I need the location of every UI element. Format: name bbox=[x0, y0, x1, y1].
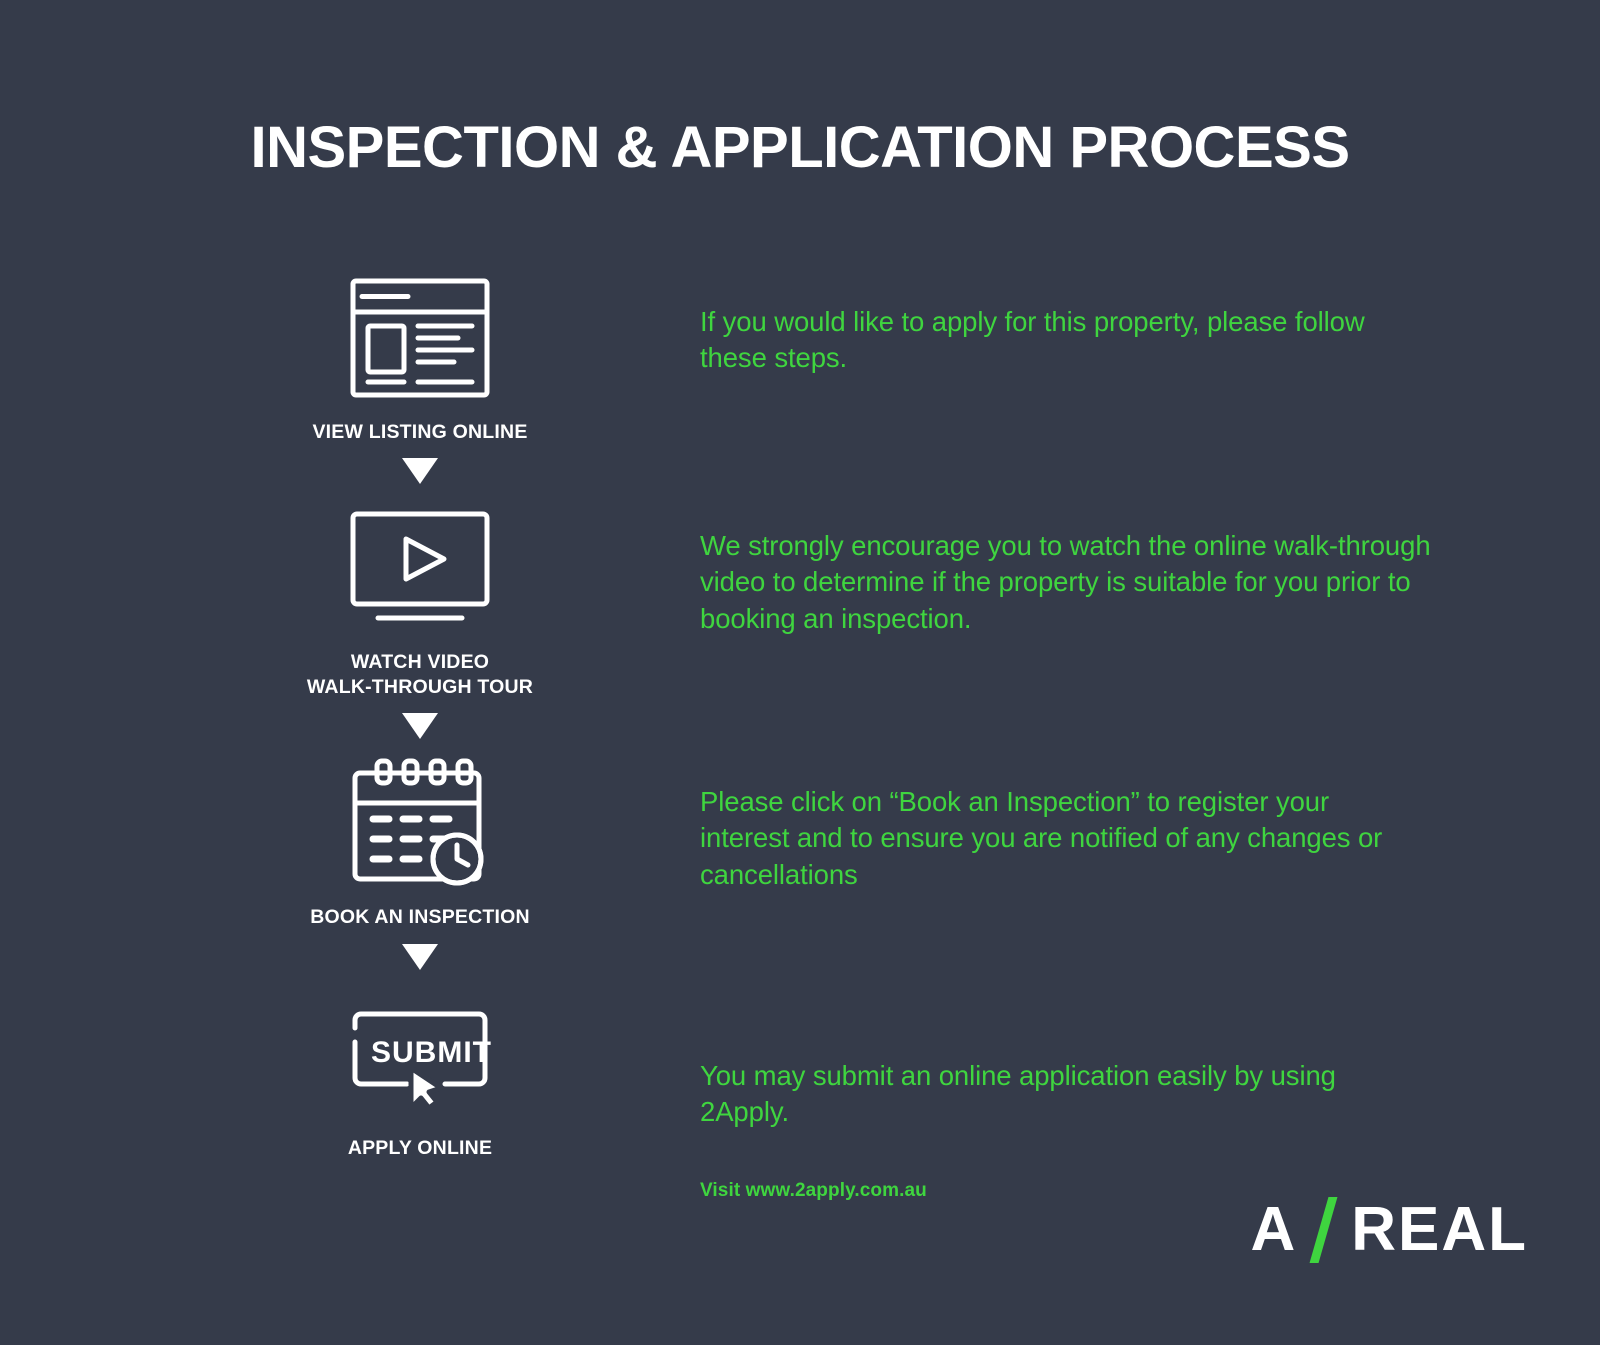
step-book-inspection bbox=[260, 753, 580, 929]
step-label-apply-online: APPLY ONLINE bbox=[347, 1136, 493, 1159]
description-intro: If you would like to apply for this property, please follow these steps. bbox=[700, 306, 1365, 374]
step-label-view-listing: VIEW LISTING ONLINE bbox=[312, 421, 528, 443]
page-title: INSPECTION & APPLICATION PROCESS bbox=[250, 115, 1350, 180]
calendar-clock-icon bbox=[260, 753, 580, 893]
arrow-down-icon-1 bbox=[260, 444, 580, 498]
description-video: We strongly encourage you to watch the online walk-through video to determine if the property is suitable for you prior to booking an inspection. bbox=[700, 530, 1431, 634]
description-apply: You may submit an online application easily by using 2Apply. bbox=[700, 1060, 1336, 1128]
step-watch-video bbox=[260, 498, 580, 699]
video-play-screen-icon bbox=[260, 498, 580, 638]
description-inspection: Please click on “Book an Inspection” to register your interest and to ensure you are notified of any changes or cancellations bbox=[700, 786, 1383, 890]
step-label-watch-video bbox=[260, 650, 580, 699]
step-apply-online bbox=[260, 984, 580, 1160]
visit-link-text[interactable]: Visit www.2apply.com.au bbox=[700, 1180, 927, 1201]
brand-logo bbox=[1250, 1194, 1528, 1265]
process-steps-column bbox=[260, 268, 580, 1160]
step-label-book-inspection: BOOK AN INSPECTION bbox=[310, 906, 530, 929]
logo-mark-a: A bbox=[1250, 1195, 1298, 1264]
logo-name: REAL bbox=[1351, 1195, 1528, 1264]
submit-button-cursor-icon bbox=[260, 984, 580, 1124]
step-label-watch-video-line1: WATCH VIDEO bbox=[350, 651, 490, 674]
arrow-down-icon-2 bbox=[260, 699, 580, 753]
logo-slash-icon bbox=[1307, 1199, 1345, 1261]
browser-window-listing-icon bbox=[260, 268, 580, 408]
arrow-down-icon-3 bbox=[260, 930, 580, 984]
step-label-watch-video-line2: WALK-THROUGH TOUR bbox=[306, 675, 534, 698]
svg-text:SUBMIT: SUBMIT bbox=[371, 1035, 492, 1069]
step-view-listing bbox=[260, 268, 580, 444]
